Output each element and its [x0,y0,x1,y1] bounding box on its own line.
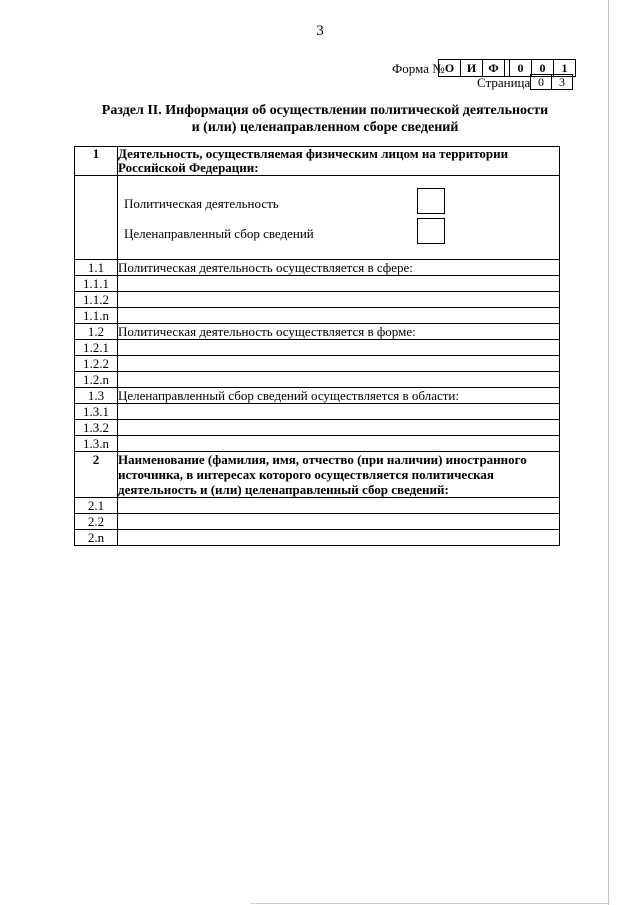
section-title-line: Раздел II. Информация об осуществлении политической деятельности [101,103,549,118]
row-number: 1.3.2 [75,420,118,436]
heading-line: источника, в интересах которого осуществляется политическая [118,467,494,482]
form-code-cell: Ф [483,60,505,76]
row-number: 1.2.2 [75,356,118,372]
page-number: 3 [316,23,324,39]
form-code-cell: 0 [532,60,554,76]
heading-line: Деятельность, осуществляемая физическим лицом на территории [118,146,509,161]
row-number: 1.2 [75,324,118,340]
row-number: 1.1.2 [75,292,118,308]
table-row [75,356,560,372]
options-cell [118,176,560,260]
activity-table [74,146,560,546]
info-collection-checkbox[interactable] [417,218,445,244]
row-field[interactable] [118,530,560,546]
row-field[interactable] [118,372,560,388]
option-political [118,196,559,226]
row-heading [118,452,560,498]
option-label: Целенаправленный сбор сведений [124,226,314,241]
row-heading [118,147,560,176]
option-label: Политическая деятельность [124,196,279,211]
table-row [75,530,560,546]
form-code-cell: 1 [561,61,568,75]
table-row [75,436,560,452]
row-number: 1.1 [75,260,118,276]
page-edge-right [608,0,609,905]
row-field[interactable] [118,308,560,324]
table-row [75,147,560,176]
row-number: 2 [75,452,118,498]
row-number: 2.1 [75,498,118,514]
row-number: 2.n [75,530,118,546]
page-code-cell: 3 [559,75,565,89]
page-code-box [530,74,573,90]
row-field[interactable] [118,292,560,308]
row-number: 1.3.1 [75,404,118,420]
political-activity-checkbox[interactable] [417,188,445,214]
page-label: Страница [477,75,531,90]
table-row [75,498,560,514]
row-field[interactable] [118,356,560,372]
form-code-cell: 0 [510,60,532,76]
table-row [75,308,560,324]
form-code-cell: О [439,60,461,76]
row-number: 1.2.n [75,372,118,388]
row-field[interactable] [118,420,560,436]
row-number: 1 [75,147,118,176]
row-number-empty [75,176,118,260]
heading-line: Наименование (фамилия, имя, отчество (при наличии) иностранного [118,452,527,467]
row-number: 1.1.n [75,308,118,324]
page-edge-bottom [250,903,610,904]
heading-line: деятельность и (или) целенаправленный сбор сведений: [118,482,449,497]
form-number-label: Форма № [392,61,445,76]
row-field[interactable] [118,340,560,356]
row-number: 1.1.1 [75,276,118,292]
row-field[interactable] [118,276,560,292]
form-code-cell: И [461,60,483,76]
row-field[interactable] [118,498,560,514]
section-title [60,102,590,136]
table-row [75,420,560,436]
row-field[interactable] [118,404,560,420]
option-collection [118,226,559,256]
table-row [75,404,560,420]
row-text: Политическая деятельность осуществляется в форме: [118,324,560,340]
page-code-cell: 0 [531,75,552,89]
table-row [75,514,560,530]
row-field[interactable] [118,436,560,452]
table-row [75,372,560,388]
row-number: 1.2.1 [75,340,118,356]
row-number: 1.3 [75,388,118,404]
row-number: 1.3.n [75,436,118,452]
section-title-line: и (или) целенаправленном сборе сведений [191,120,459,135]
row-number: 2.2 [75,514,118,530]
table-row [75,176,560,260]
table-row [75,340,560,356]
row-field[interactable] [118,514,560,530]
heading-line: Российской Федерации: [118,160,259,175]
row-text: Политическая деятельность осуществляется в сфере: [118,260,560,276]
table-row [75,292,560,308]
table-row [75,276,560,292]
table-row [75,260,560,276]
table-row [75,324,560,340]
row-text: Целенаправленный сбор сведений осуществляется в области: [118,388,560,404]
table-row [75,388,560,404]
table-row [75,452,560,498]
